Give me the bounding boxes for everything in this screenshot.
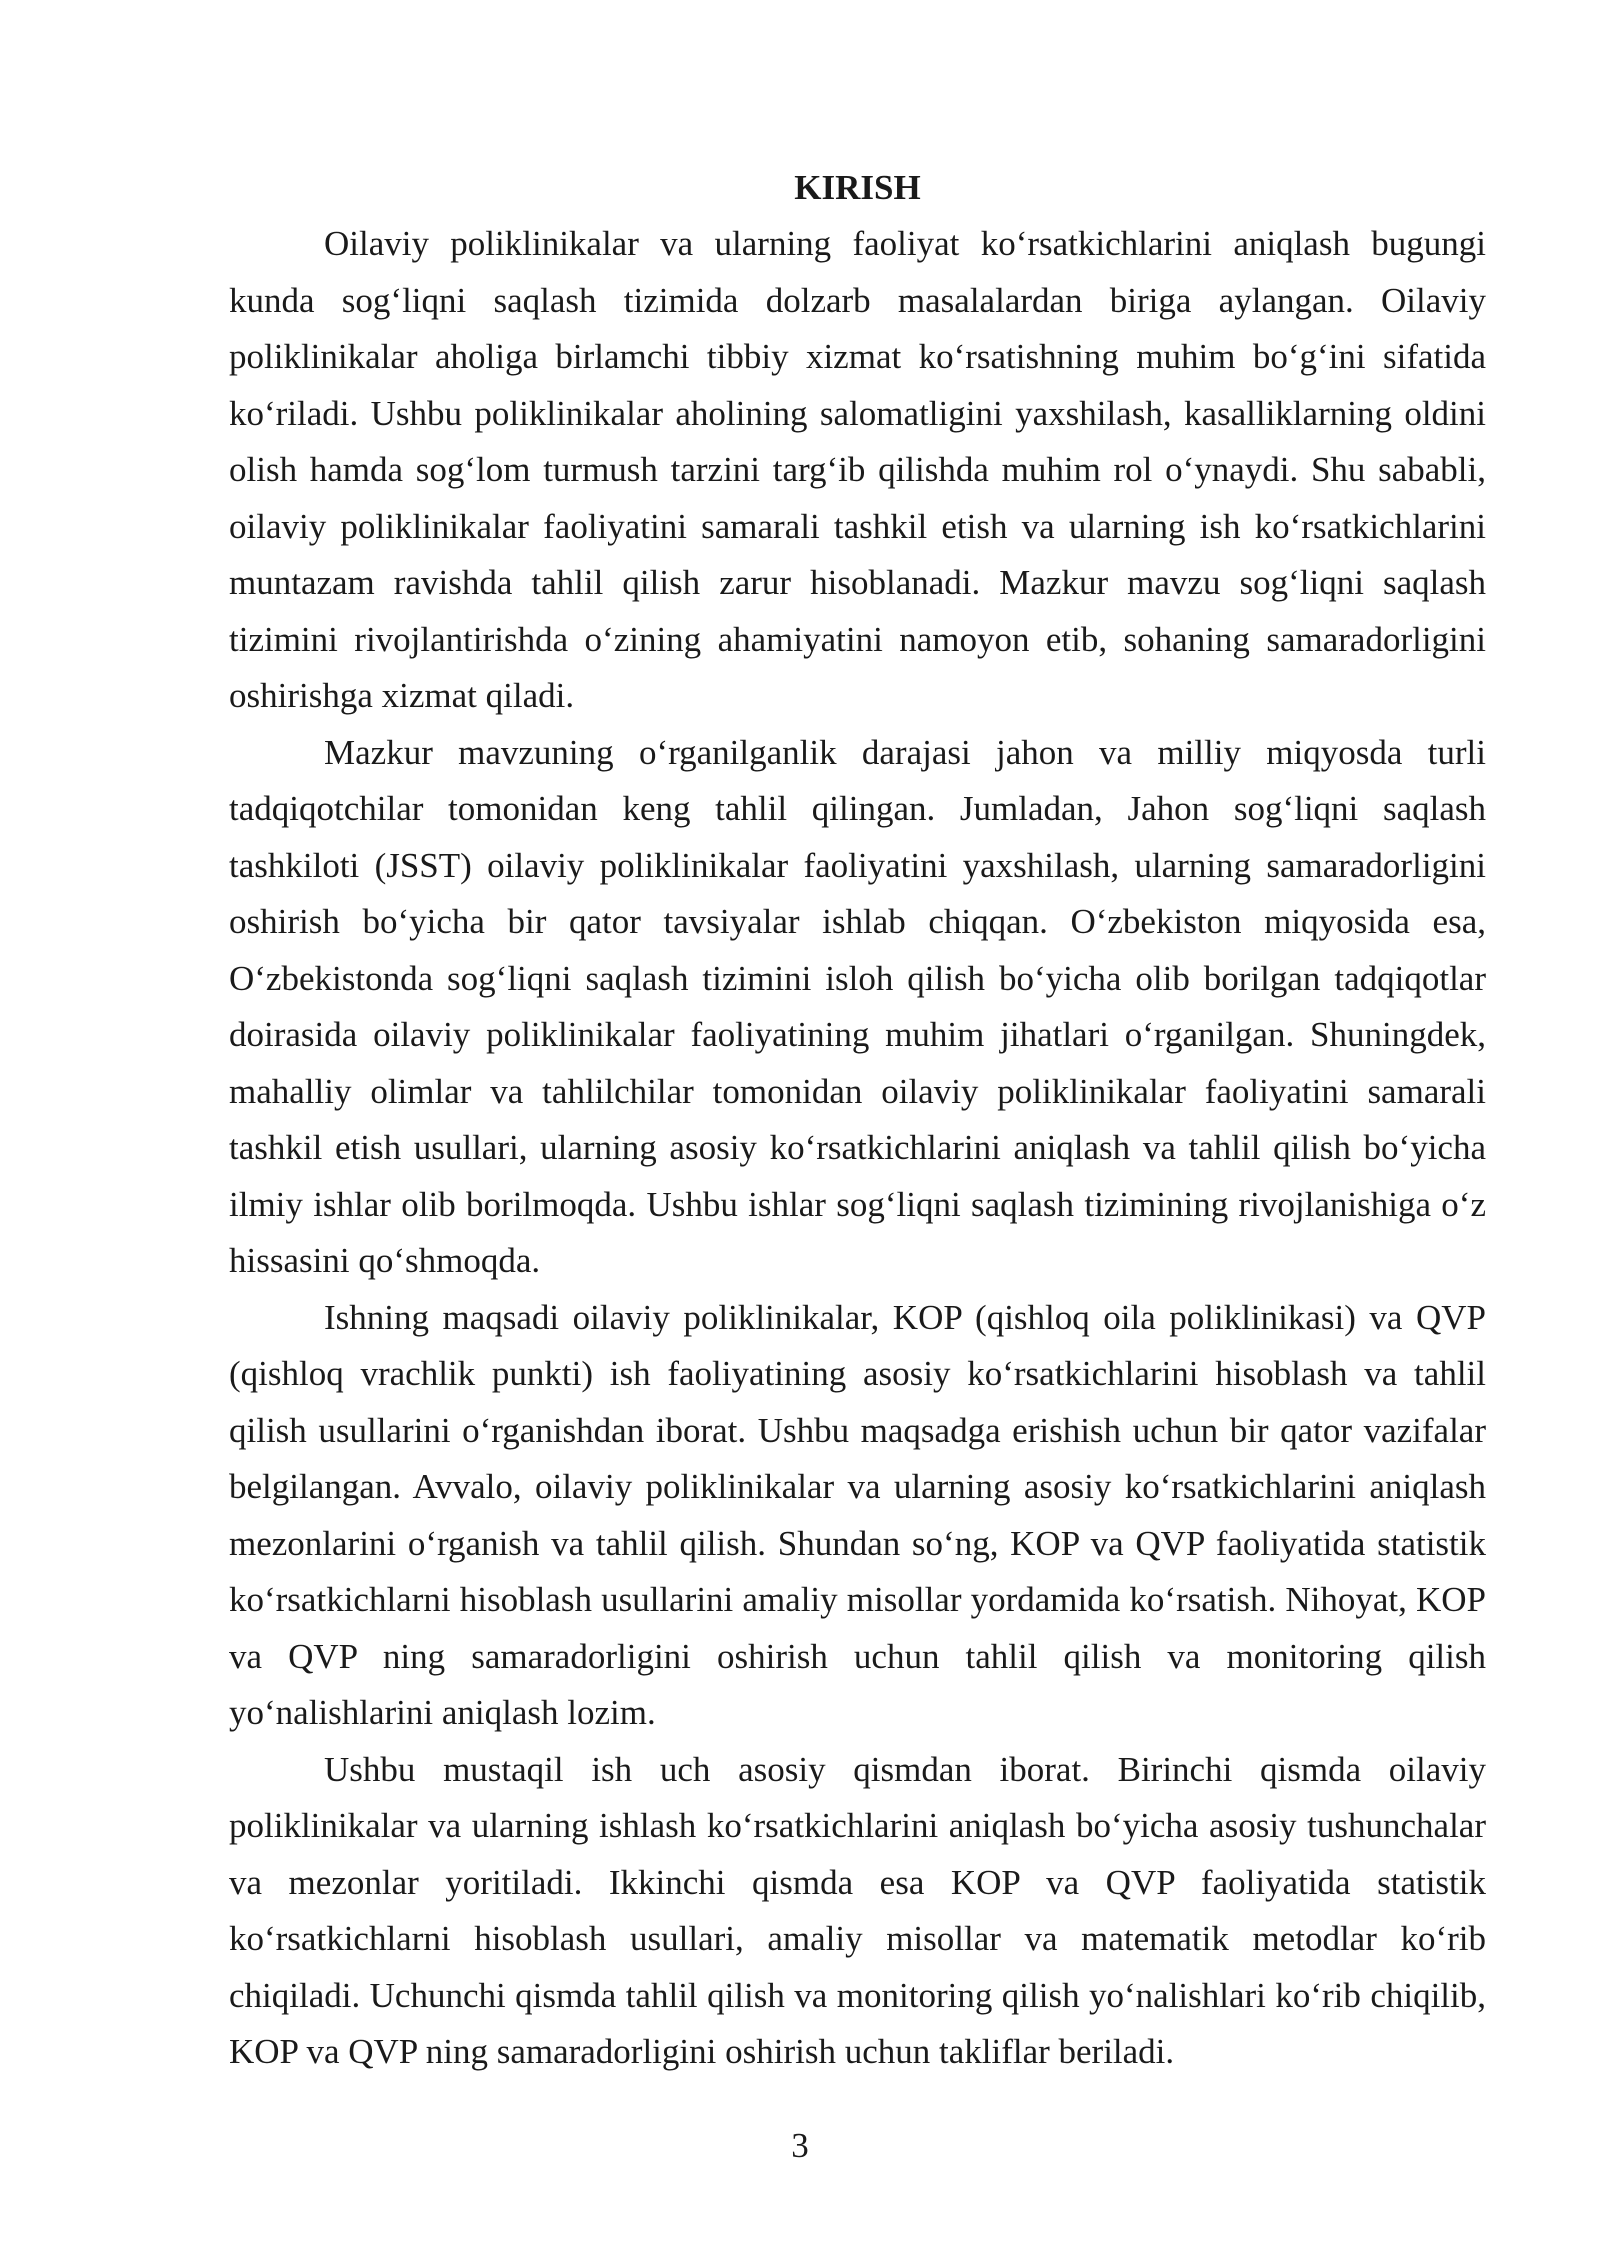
page-number: 3 <box>791 2126 809 2165</box>
section-heading: KIRISH <box>794 168 921 207</box>
paragraph-2: Mazkur mavzuning o‘rganilganlik darajasi jahon va milliy miqyosda turli tadqiqotchilar tomonidan keng tahlil qilingan. Jumladan, Jahon sog‘liqni saqlash tashkiloti (JSST) oilaviy poliklinikalar faoliyatini yaxshilash, ularning samaradorligini oshirish bo‘yicha bir qator tavsiyalar ishlab chiqqan. O‘zbekiston miqyosida esa, O‘zbekistonda sog‘liqni saqlash tizimini isloh qilish bo‘yicha olib borilgan tadqiqotlar doirasida oilaviy poliklinikalar faoliyatining muhim jihatlari o‘rganilgan. Shuningdek, mahalliy olimlar va tahlilchilar tomonidan oilaviy poliklinikalar faoliyatini samarali tashkil etish usullari, ularning asosiy ko‘rsatkichlarini aniqlash va tahlil qilish bo‘yicha ilmiy ishlar olib borilmoqda. Ushbu ishlar sog‘liqni saqlash tizimining rivojlanishiga o‘z hissasini qo‘shmoqda. <box>229 732 1486 1280</box>
paragraph-3: Ishning maqsadi oilaviy poliklinikalar, KOP (qishloq oila poliklinikasi) va QVP (qishloq vrachlik punkti) ish faoliyatining asosiy ko‘rsatkichlarini hisoblash va tahlil qilish usullarini o‘rganishdan iborat. Ushbu maqsadga erishish uchun bir qator vazifalar belgilangan. Avvalo, oilaviy poliklinikalar va ularning asosiy ko‘rsatkichlarini aniqlash mezonlarini o‘rganish va tahlil qilish. Shundan so‘ng, KOP va QVP faoliyatida statistik ko‘rsatkichlarni hisoblash usullarini amaliy misollar yordamida ko‘rsatish. Nihoyat, KOP va QVP ning samaradorligini oshirish uchun tahlil qilish va monitoring qilish yo‘nalishlarini aniqlash lozim. <box>229 1297 1486 1732</box>
paragraph-4: Ushbu mustaqil ish uch asosiy qismdan iborat. Birinchi qismda oilaviy poliklinikalar va ularning ishlash ko‘rsatkichlarini aniqlash bo‘yicha asosiy tushunchalar va mezonlar yoritiladi. Ikkinchi qismda esa KOP va QVP faoliyatida statistik ko‘rsatkichlarni hisoblash usullari, amaliy misollar va matematik metodlar ko‘rib chiqiladi. Uchunchi qismda tahlil qilish va monitoring qilish yo‘nalishlari ko‘rib chiqilib, KOP va QVP ning samaradorligini oshirish uchun takliflar beriladi. <box>229 1749 1486 2071</box>
document-body <box>229 160 1486 2081</box>
paragraph-1: Oilaviy poliklinikalar va ularning faoliyat ko‘rsatkichlarini aniqlash bugungi kunda sog‘liqni saqlash tizimida dolzarb masalalardan biriga aylangan. Oilaviy poliklinikalar aholiga birlamchi tibbiy xizmat ko‘rsatishning muhim bo‘g‘ini sifatida ko‘riladi. Ushbu poliklinikalar aholining salomatligini yaxshilash, kasalliklarning oldini olish hamda sog‘lom turmush tarzini targ‘ib qilishda muhim rol o‘ynaydi. Shu sababli, oilaviy poliklinikalar faoliyatini samarali tashkil etish va ularning ish ko‘rsatkichlarini muntazam ravishda tahlil qilish zarur hisoblanadi. Mazkur mavzu sog‘liqni saqlash tizimini rivojlantirishda o‘zining ahamiyatini namoyon etib, sohaning samaradorligini oshirishga xizmat qiladi. <box>229 224 1486 715</box>
